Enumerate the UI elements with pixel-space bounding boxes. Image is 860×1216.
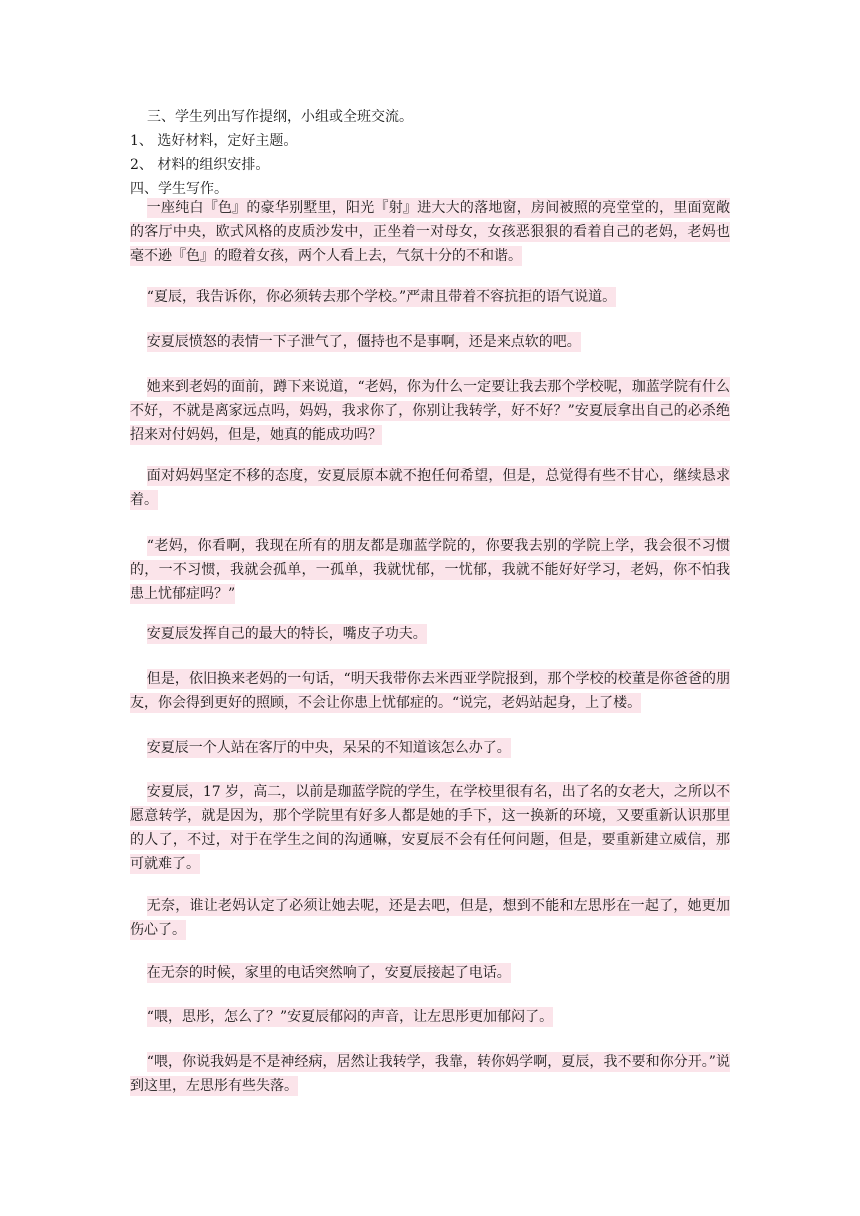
story-paragraph-11 xyxy=(130,894,730,942)
story-paragraph-10 xyxy=(130,780,730,876)
story-paragraph-13-text: “喂，思彤，怎么了？”安夏辰郁闷的声音，让左思彤更加郁闷了。 xyxy=(146,1009,554,1025)
story-paragraph-14 xyxy=(130,1050,730,1098)
story-paragraph-3-text: 安夏辰愤怒的表情一下子泄气了，僵持也不是事啊，还是来点软的吧。 xyxy=(146,334,581,350)
story-paragraph-6-text: “老妈，你看啊，我现在所有的朋友都是珈蓝学院的，你要我去别的学院上学，我会很不习惯的，一不习惯，我就会孤单，一孤单，我就忧郁，一忧郁，我就不能好好学习，老妈，你不怕我患上忧郁症吗？” xyxy=(130,538,730,602)
outline-heading-3: 三、学生列出写作提纲，小组或全班交流。 xyxy=(147,109,413,125)
story-paragraph-9 xyxy=(130,736,730,760)
story-paragraph-12-text: 在无奈的时候，家里的电话突然响了，安夏辰接起了电话。 xyxy=(146,965,511,981)
story-paragraph-13 xyxy=(130,1005,730,1029)
story-paragraph-7 xyxy=(130,622,730,646)
story-paragraph-2-text: “夏辰，我告诉你，你必须转去那个学校。”严肃且带着不容抗拒的语气说道。 xyxy=(146,289,617,305)
story-paragraph-2 xyxy=(130,285,730,309)
story-paragraph-5 xyxy=(130,464,730,512)
story-paragraph-3 xyxy=(130,330,730,354)
story-paragraph-8-text: 但是，依旧换来老妈的一句话，“明天我带你去米西亚学院报到，那个学校的校董是你爸爸的朋友，你会得到更好的照顾，不会让你患上忧郁症的。“说完，老妈站起身，上了楼。 xyxy=(130,671,730,711)
story-paragraph-11-text: 无奈，谁让老妈认定了必须让她去呢，还是去吧，但是，想到不能和左思彤在一起了，她更加伤心了。 xyxy=(130,898,730,938)
story-paragraph-10-text: 安夏辰，17 岁，高二，以前是珈蓝学院的学生，在学校里很有名，出了名的女老大，之所以不愿意转学，就是因为，那个学院里有好多人都是她的手下，这一换新的环境，又要重新认识那里的人了，不过，对于在学生之间的沟通嘛，安夏辰不会有任何问题，但是，要重新建立威信，那可就难了。 xyxy=(130,784,730,872)
outline-heading-4: 四、学生写作。 xyxy=(130,181,228,197)
outline-item-2: 2、 材料的组织安排。 xyxy=(130,157,270,173)
story-paragraph-14-text: “喂，你说我妈是不是神经病，居然让我转学，我靠，转你妈学啊，夏辰，我不要和你分开。”说到这里，左思彤有些失落。 xyxy=(130,1054,730,1094)
story-paragraph-7-text: 安夏辰发挥自己的最大的特长，嘴皮子功夫。 xyxy=(146,626,427,642)
story-paragraph-1 xyxy=(130,196,730,268)
story-paragraph-4-text: 她来到老妈的面前，蹲下来说道，“老妈，你为什么一定要让我去那个学校呢，珈蓝学院有什么不好，不就是离家远点吗，妈妈，我求你了，你别让我转学，好不好？”安夏辰拿出自己的必杀绝招来对付妈妈，但是，她真的能成功吗？ xyxy=(130,379,730,443)
story-paragraph-12 xyxy=(130,961,730,985)
story-paragraph-5-text: 面对妈妈坚定不移的态度，安夏辰原本就不抱任何希望，但是，总觉得有些不甘心，继续恳求着。 xyxy=(130,468,730,508)
story-paragraph-4 xyxy=(130,375,730,447)
story-paragraph-1-text: 一座纯白『色』的豪华别墅里，阳光『射』进大大的落地窗，房间被照的亮堂堂的，里面宽敞的客厅中央，欧式风格的皮质沙发中，正坐着一对母女，女孩恶狠狠的看着自己的老妈，老妈也毫不逊『色』的瞪着女孩，两个人看上去，气氛十分的不和谐。 xyxy=(130,200,730,264)
story-paragraph-9-text: 安夏辰一个人站在客厅的中央，呆呆的不知道该怎么办了。 xyxy=(146,740,511,756)
outline-item-1: 1、 选好材料，定好主题。 xyxy=(130,133,298,149)
story-paragraph-8 xyxy=(130,667,730,715)
story-paragraph-6 xyxy=(130,534,730,606)
